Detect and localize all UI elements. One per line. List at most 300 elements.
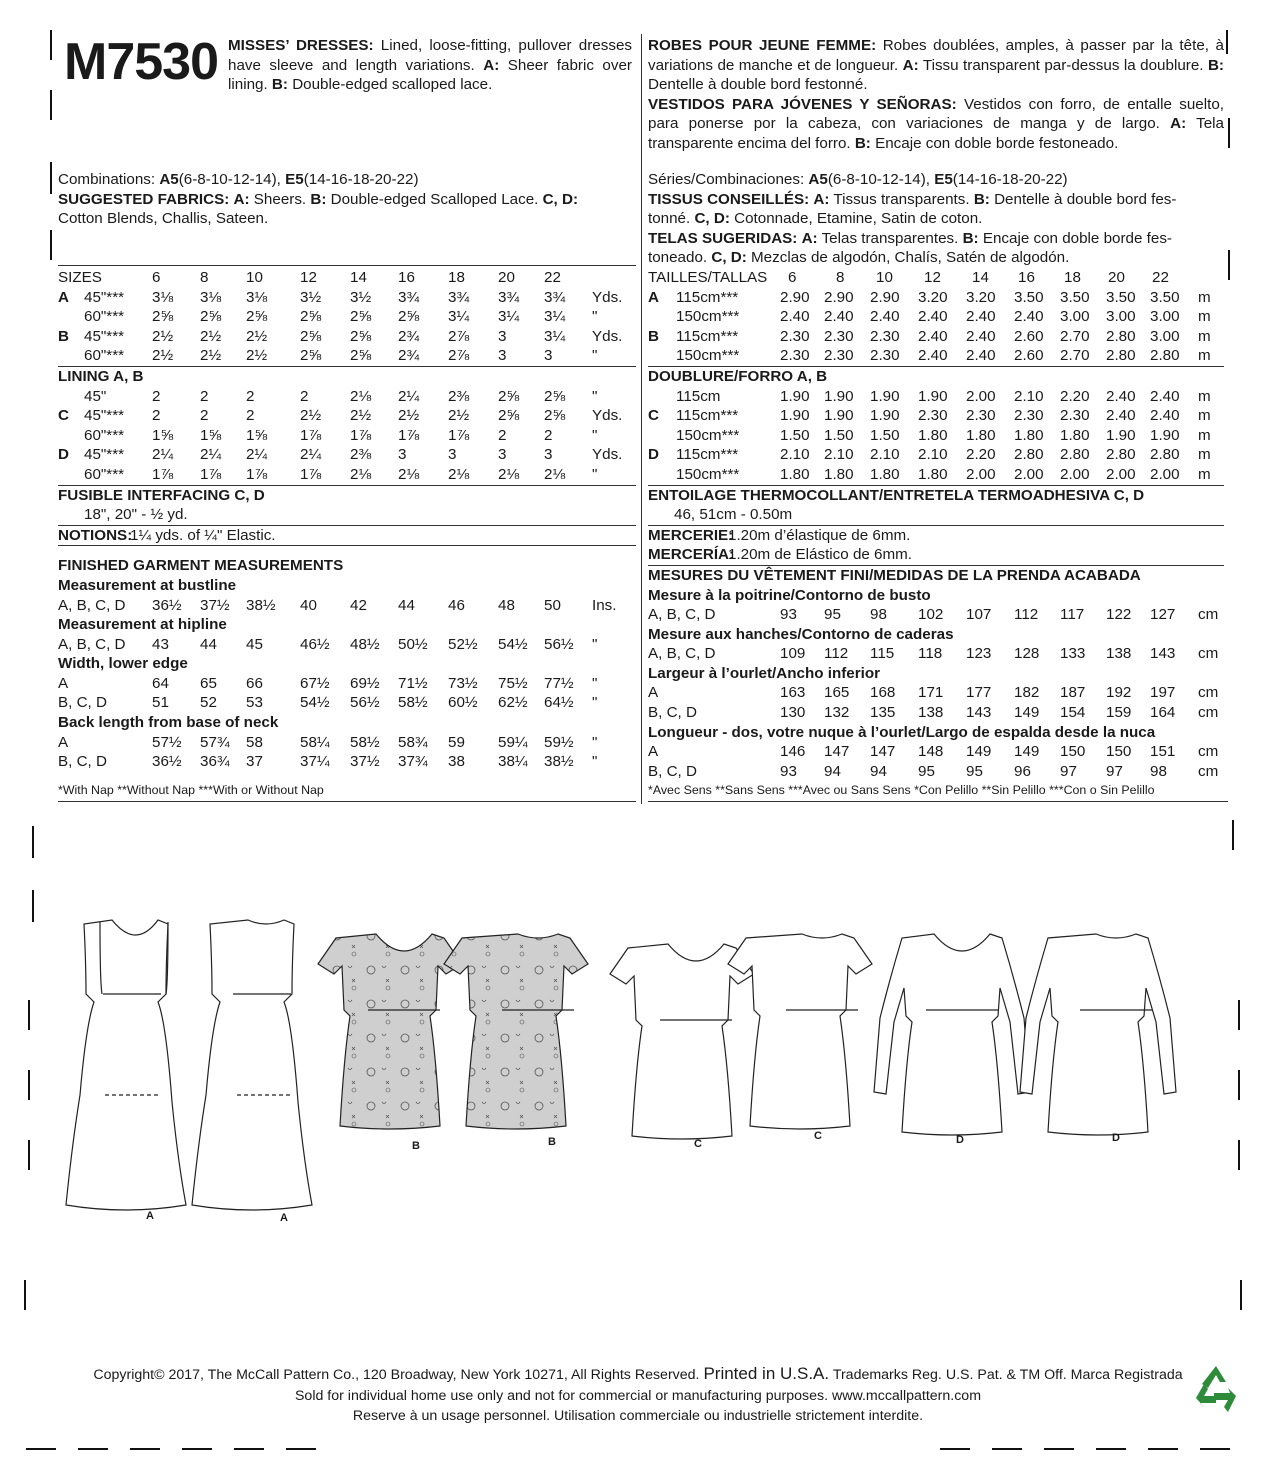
measure-view: A, B, C, D: [58, 635, 126, 653]
measure-view: A, B, C, D: [648, 645, 716, 663]
merceria-text: 1.20m de Elástico de 6mm.: [728, 546, 913, 564]
yardage-value: 2.80: [1106, 327, 1136, 345]
measure-value: 150: [1106, 743, 1132, 761]
table-row: [648, 426, 1224, 446]
size-header: 18: [1064, 269, 1081, 286]
yardage-value: 2¼: [300, 446, 322, 464]
yardage-value: 3: [544, 446, 553, 464]
yardage-value: 3¼: [498, 308, 520, 326]
fabric-width: 60"***: [84, 426, 125, 444]
table-row: [648, 566, 1224, 586]
dress-c-back: [728, 934, 872, 1129]
size-header: 22: [544, 269, 561, 286]
measure-value: 147: [824, 743, 850, 761]
unit: cm: [1198, 645, 1219, 663]
measure-value: 95: [824, 606, 841, 624]
comb-a5-sizes: (6-8-10-12-14),: [178, 171, 281, 188]
measure-value: 98: [870, 606, 887, 624]
yardage-value: 3.20: [918, 288, 948, 306]
view-label: A: [280, 1212, 288, 1224]
size-header: 20: [498, 269, 515, 286]
yardage-value: 2.10: [870, 446, 900, 464]
measure-value: 69½: [350, 674, 380, 692]
yardage-value: 2.40: [966, 347, 996, 365]
es-b-text: Encaje con doble borde festoneado.: [875, 134, 1119, 152]
measure-value: 59: [448, 733, 465, 751]
size-header: 16: [1018, 269, 1035, 286]
view-letter: B: [58, 327, 69, 345]
telas-a-text: Telas transparentes.: [821, 229, 959, 247]
measure-title: Longueur - dos, votre nuque à l’ourlet/Largo de espalda desde la nuca: [648, 723, 1156, 741]
tissus-a-label: A:: [813, 190, 830, 208]
fabric-width: 115cm***: [676, 446, 739, 464]
measure-value: 127: [1150, 606, 1176, 624]
mesures-title: MESURES DU VÊTEMENT FINI/MEDIDAS DE LA PRENDA ACABADA: [648, 566, 1141, 584]
es-a-text: Tela transparente encima del forro.: [648, 115, 1224, 152]
reserve-text: Reserve à un usage personnel. Utilisation commerciale ou industrielle strictement interdite.: [352, 1408, 924, 1424]
yardage-value: 2½: [200, 327, 222, 345]
table-row: [58, 556, 636, 576]
measure-value: 44: [398, 596, 415, 614]
size-header: 12: [300, 269, 317, 286]
table-row: [58, 486, 636, 506]
series-label: Séries/Combinaciones:: [648, 171, 805, 188]
desc-a-text: Sheer fabric over lining.: [228, 56, 632, 94]
yardage-value: 2¾: [398, 347, 420, 365]
dress-b-back: [444, 934, 588, 1129]
unit: ": [592, 753, 598, 771]
unit: m: [1198, 465, 1211, 483]
measure-value: 36½: [152, 596, 182, 614]
reserve-line: [0, 1406, 1276, 1426]
measure-view: A: [648, 743, 659, 761]
measure-value: 168: [870, 684, 896, 702]
measure-value: 57½: [152, 733, 182, 751]
measure-title: Measurement at hipline: [58, 616, 227, 634]
pattern-number: M7530: [64, 33, 218, 91]
unit: cm: [1198, 743, 1219, 761]
measure-value: 192: [1106, 684, 1132, 702]
measure-value: 44: [200, 635, 217, 653]
measure-value: 146: [780, 743, 806, 761]
cut-dash: [992, 1448, 1022, 1450]
measure-value: 151: [1150, 743, 1176, 761]
view-letter: C: [58, 407, 69, 425]
yardage-value: 3¼: [544, 308, 566, 326]
table-row: [648, 723, 1224, 743]
measure-view: A: [648, 684, 659, 702]
telas-cd-text: Mezclas de algodón, Chalís, Satén de algodón.: [751, 249, 1070, 267]
measure-value: 56½: [350, 694, 380, 712]
footnote-text: *Avec Sens **Sans Sens ***Avec ou Sans Sens *Con Pelillo **Sin Pelillo ***Con o Sin Pelillo: [648, 783, 1155, 797]
unit: ": [592, 694, 598, 712]
yardage-value: 2.80: [1150, 446, 1180, 464]
yardage-value: 2.30: [824, 327, 854, 345]
yardage-value: 2.40: [1014, 308, 1044, 326]
yardage-value: 1.80: [870, 465, 900, 483]
yardage-value: 2.20: [966, 446, 996, 464]
yardage-value: 2¾: [398, 327, 420, 345]
measure-value: 132: [824, 704, 850, 722]
yardage-value: 2¼: [200, 446, 222, 464]
yardage-value: 2⅛: [498, 465, 520, 483]
yardage-value: 3: [544, 347, 553, 365]
table-row: [58, 505, 636, 525]
table-row: [648, 367, 1224, 387]
measure-value: 46½: [300, 635, 330, 653]
table-row: [648, 406, 1224, 426]
yardage-value: 2.60: [1014, 347, 1044, 365]
measure-value: 96: [1014, 762, 1031, 780]
unit: ": [592, 733, 598, 751]
measure-value: 66: [246, 674, 263, 692]
description-en: [228, 36, 632, 95]
size-header: 8: [836, 269, 845, 286]
series-e5: E5: [934, 171, 953, 188]
measure-value: 138: [918, 704, 944, 722]
yardage-value: 2: [246, 407, 255, 425]
yardage-value: 2⅝: [246, 308, 268, 326]
view-label: B: [412, 1140, 420, 1152]
table-row: [58, 327, 636, 347]
margin-tick: [1240, 1280, 1242, 1310]
dress-a-front: [66, 920, 186, 1210]
cut-dash: [1148, 1448, 1178, 1450]
yardage-value: 3¾: [544, 288, 566, 306]
yardage-value: 2.10: [780, 446, 810, 464]
table-row: [58, 406, 636, 426]
view-letter: B: [648, 327, 659, 345]
yardage-value: 2.90: [824, 288, 854, 306]
measure-value: 171: [918, 684, 944, 702]
table-row: [648, 586, 1224, 606]
cut-dash: [940, 1448, 970, 1450]
yardage-value: 2: [544, 426, 553, 444]
cut-dash: [286, 1448, 316, 1450]
yardage-table-fr-es: [648, 268, 1224, 781]
copyright-line: [0, 1364, 1276, 1385]
yardage-value: 2⅝: [350, 327, 372, 345]
measure-value: 59¼: [498, 733, 528, 751]
table-row: [648, 762, 1224, 782]
column-divider: [641, 34, 642, 804]
measure-value: 98: [1150, 762, 1167, 780]
table-row: [58, 367, 636, 387]
yardage-value: 2⅛: [448, 465, 470, 483]
table-row: [648, 327, 1224, 347]
fabric-width: 150cm***: [676, 426, 740, 444]
doublure-title: DOUBLURE/FORRO A, B: [648, 367, 828, 385]
yardage-value: 2⅝: [300, 308, 322, 326]
fabric-width: 45"***: [84, 288, 125, 306]
measure-value: 58: [246, 733, 263, 751]
mercerie-text: 1.20m d’élastique de 6mm.: [728, 526, 911, 544]
yardage-value: 1.90: [824, 407, 854, 425]
yardage-value: 2⅝: [398, 308, 420, 326]
unit: m: [1198, 308, 1211, 326]
table-row: [648, 307, 1224, 327]
table-row: [648, 742, 1224, 762]
measure-view: B, C, D: [648, 704, 697, 722]
measure-value: 37: [246, 753, 263, 771]
yardage-value: 1⅞: [300, 465, 322, 483]
yardage-value: 2½: [448, 407, 470, 425]
measure-view: B, C, D: [58, 694, 107, 712]
yardage-value: 2½: [300, 407, 322, 425]
cut-dash: [1044, 1448, 1074, 1450]
measure-value: 48: [498, 596, 515, 614]
view-letter: A: [648, 288, 659, 306]
measure-value: 187: [1060, 684, 1086, 702]
interfacing-title: FUSIBLE INTERFACING C, D: [58, 486, 265, 504]
series-a5-sizes: (6-8-10-12-14),: [827, 171, 930, 188]
yardage-value: 1⅞: [300, 426, 322, 444]
sold-text: Sold for individual home use only and not for commercial or manufacturing purposes. www.mccallpattern.com: [294, 1388, 982, 1404]
measure-value: 36¾: [200, 753, 230, 771]
measure-value: 58½: [398, 694, 428, 712]
yardage-value: 1.50: [780, 426, 810, 444]
table-row: [58, 288, 636, 308]
measure-value: 53: [246, 694, 263, 712]
yardage-value: 2⅝: [498, 407, 520, 425]
yardage-value: 1⅝: [246, 426, 268, 444]
series-e5-sizes: (14-16-18-20-22): [952, 171, 1068, 188]
unit: Yds.: [592, 288, 623, 306]
unit: ": [592, 347, 598, 365]
fabrics-b-label: B:: [310, 190, 327, 208]
yardage-value: 3.50: [1106, 288, 1136, 306]
size-header: 12: [924, 269, 941, 286]
view-label: A: [146, 1210, 154, 1222]
unit: m: [1198, 407, 1211, 425]
dress-a-back: [192, 920, 312, 1210]
measure-view: B, C, D: [648, 762, 697, 780]
fabric-width: 60"***: [84, 347, 125, 365]
es-a-label: A:: [1170, 115, 1187, 133]
view-label: C: [814, 1130, 822, 1142]
yardage-value: 3¾: [448, 288, 470, 306]
tailles-label: TAILLES/TALLAS: [648, 269, 768, 286]
table-row: [648, 486, 1224, 506]
yardage-value: 3⅛: [152, 288, 174, 306]
measure-value: 130: [780, 704, 806, 722]
yardage-value: 1.90: [780, 387, 810, 405]
measure-value: 38½: [246, 596, 276, 614]
yardage-value: 2: [152, 407, 161, 425]
yardage-value: 2.60: [1014, 327, 1044, 345]
measure-value: 102: [918, 606, 944, 624]
measure-value: 149: [1014, 743, 1040, 761]
table-row: [648, 526, 1224, 546]
fr-a-text: Tissu transparent par-dessus la doublure.: [922, 56, 1204, 74]
notions-text: 1¼ yds. of ¼" Elastic.: [130, 526, 276, 544]
yardage-value: 2.00: [966, 465, 996, 483]
desc-title: MISSES’ DRESSES:: [228, 37, 374, 54]
unit: ": [592, 635, 598, 653]
cut-dash: [1096, 1448, 1126, 1450]
measure-value: 115: [870, 645, 895, 663]
yardage-value: 1⅞: [246, 465, 268, 483]
fr-b-label: B:: [1207, 56, 1224, 74]
yardage-value: 3½: [300, 288, 322, 306]
yardage-value: 2⅛: [350, 465, 372, 483]
mercerie-label: MERCERIE:: [648, 526, 734, 544]
desc-b-label: B:: [271, 76, 288, 94]
yardage-value: 3.50: [1014, 288, 1044, 306]
yardage-value: 3.00: [1060, 308, 1090, 326]
fabric-width: 150cm***: [676, 347, 740, 365]
measure-value: 123: [966, 645, 992, 663]
margin-tick: [50, 30, 52, 60]
yardage-value: 2.40: [1150, 407, 1180, 425]
footnote-text: *With Nap **Without Nap ***With or Without Nap: [58, 783, 324, 797]
yardage-value: 3.50: [1060, 288, 1090, 306]
sizes-label: SIZES: [58, 269, 102, 286]
yardage-value: 2⅝: [200, 308, 222, 326]
measure-view: B, C, D: [58, 753, 107, 771]
table-row: [58, 307, 636, 327]
size-header: 18: [448, 269, 465, 286]
measure-value: 57¾: [200, 733, 230, 751]
margin-tick: [1238, 1070, 1240, 1100]
margin-tick: [28, 1000, 30, 1030]
yardage-value: 3.00: [1150, 327, 1180, 345]
measure-value: 93: [780, 606, 797, 624]
measure-value: 40: [300, 596, 317, 614]
margin-tick: [1238, 1140, 1240, 1170]
lining-title: LINING A, B: [58, 367, 144, 385]
yardage-value: 1.90: [1150, 426, 1180, 444]
telas-cd-label: C, D:: [711, 249, 747, 267]
measure-value: 46: [448, 596, 465, 614]
yardage-value: 2.40: [780, 308, 810, 326]
measure-value: 58¾: [398, 733, 428, 751]
measure-value: 50: [544, 596, 561, 614]
measure-value: 52½: [448, 635, 478, 653]
fabric-width: 60"***: [84, 465, 125, 483]
measure-value: 73½: [448, 674, 478, 692]
table-row: [648, 703, 1224, 723]
table-row: [648, 387, 1224, 407]
margin-tick: [50, 162, 52, 194]
fr-desc: Robes doublées, amples, à passer par la tête, à variations de manche et de longueur.: [648, 37, 1224, 74]
tissus-b-label: B:: [973, 190, 990, 208]
size-header: 6: [788, 269, 797, 286]
fabric-width: 45"***: [84, 446, 125, 464]
yardage-value: 2.10: [824, 446, 854, 464]
yardage-value: 2.00: [966, 387, 996, 405]
size-header: 14: [972, 269, 989, 286]
measure-title: Mesure à la poitrine/Contorno de busto: [648, 586, 931, 604]
yardage-value: 2⅛: [544, 465, 566, 483]
yardage-value: 1⅝: [200, 426, 222, 444]
table-row: [58, 713, 636, 733]
measure-value: 54½: [300, 694, 330, 712]
yardage-value: 1.80: [1014, 426, 1044, 444]
tissus-title: TISSUS CONSEILLÉS:: [648, 190, 810, 208]
telas-b-text: Encaje con doble borde fes-: [982, 229, 1172, 247]
table-row: [58, 674, 636, 694]
yardage-value: 2⅞: [448, 347, 470, 365]
measure-value: 60½: [448, 694, 478, 712]
yardage-value: 2.00: [1150, 465, 1180, 483]
yardage-value: 2.40: [1106, 387, 1136, 405]
yardage-value: 1.50: [870, 426, 900, 444]
yardage-value: 2: [246, 387, 255, 405]
yardage-value: 2⅝: [498, 387, 520, 405]
yardage-value: 2.30: [1014, 407, 1044, 425]
measure-value: 45: [246, 635, 263, 653]
yardage-value: 2.40: [966, 308, 996, 326]
yardage-value: 3: [498, 446, 507, 464]
fabric-width: 115cm***: [676, 327, 739, 345]
yardage-value: 2⅞: [448, 327, 470, 345]
margin-tick: [28, 1070, 30, 1100]
table-row: [648, 644, 1224, 664]
rule: [648, 801, 1228, 802]
comb-e5: E5: [285, 171, 304, 188]
measure-value: 95: [966, 762, 983, 780]
yardage-value: 2.00: [1014, 465, 1044, 483]
measure-value: 50½: [398, 635, 428, 653]
measure-value: 159: [1106, 704, 1132, 722]
yardage-value: 2½: [246, 347, 268, 365]
unit: m: [1198, 347, 1211, 365]
yardage-value: 3⅛: [200, 288, 222, 306]
measure-value: 38¼: [498, 753, 528, 771]
table-row: [648, 664, 1224, 684]
margin-tick: [1238, 1000, 1240, 1030]
measure-value: 65: [200, 674, 217, 692]
desc-b-text: Double-edged scalloped lace.: [292, 76, 493, 94]
measure-view: A: [58, 674, 69, 692]
yardage-value: 3.00: [1150, 308, 1180, 326]
yardage-value: 3¾: [498, 288, 520, 306]
fr-a-label: A:: [902, 56, 919, 74]
margin-tick: [1228, 118, 1230, 148]
measure-value: 182: [1014, 684, 1040, 702]
combinations-fr-es: [648, 170, 1224, 268]
measure-value: 133: [1060, 645, 1086, 663]
unit: ": [592, 308, 598, 326]
yardage-value: 2.40: [918, 347, 948, 365]
table-row: [58, 546, 636, 556]
measure-value: 95: [918, 762, 935, 780]
margin-tick: [50, 90, 52, 120]
yardage-value: 2⅜: [448, 387, 470, 405]
table-row: [648, 288, 1224, 308]
interfacing-value: 18", 20" - ½ yd.: [84, 506, 188, 524]
measure-value: 97: [1060, 762, 1077, 780]
fr-b-text: Dentelle à double bord festonné.: [648, 76, 868, 94]
yardage-value: 2.70: [1060, 347, 1090, 365]
measure-value: 117: [1060, 606, 1085, 624]
yardage-value: 2.30: [780, 327, 810, 345]
measure-value: 62½: [498, 694, 528, 712]
measure-value: 148: [918, 743, 944, 761]
table-row: [648, 605, 1224, 625]
yardage-value: 2.30: [780, 347, 810, 365]
fabric-width: 45"***: [84, 327, 125, 345]
size-header: 14: [350, 269, 367, 286]
yardage-value: 2.80: [1014, 446, 1044, 464]
measure-value: 143: [966, 704, 992, 722]
desc-a-label: A:: [483, 56, 500, 74]
measure-value: 38: [448, 753, 465, 771]
telas-b-text-cont: toneado.: [648, 249, 708, 267]
measure-value: 150: [1060, 743, 1086, 761]
yardage-value: 2.80: [1106, 446, 1136, 464]
